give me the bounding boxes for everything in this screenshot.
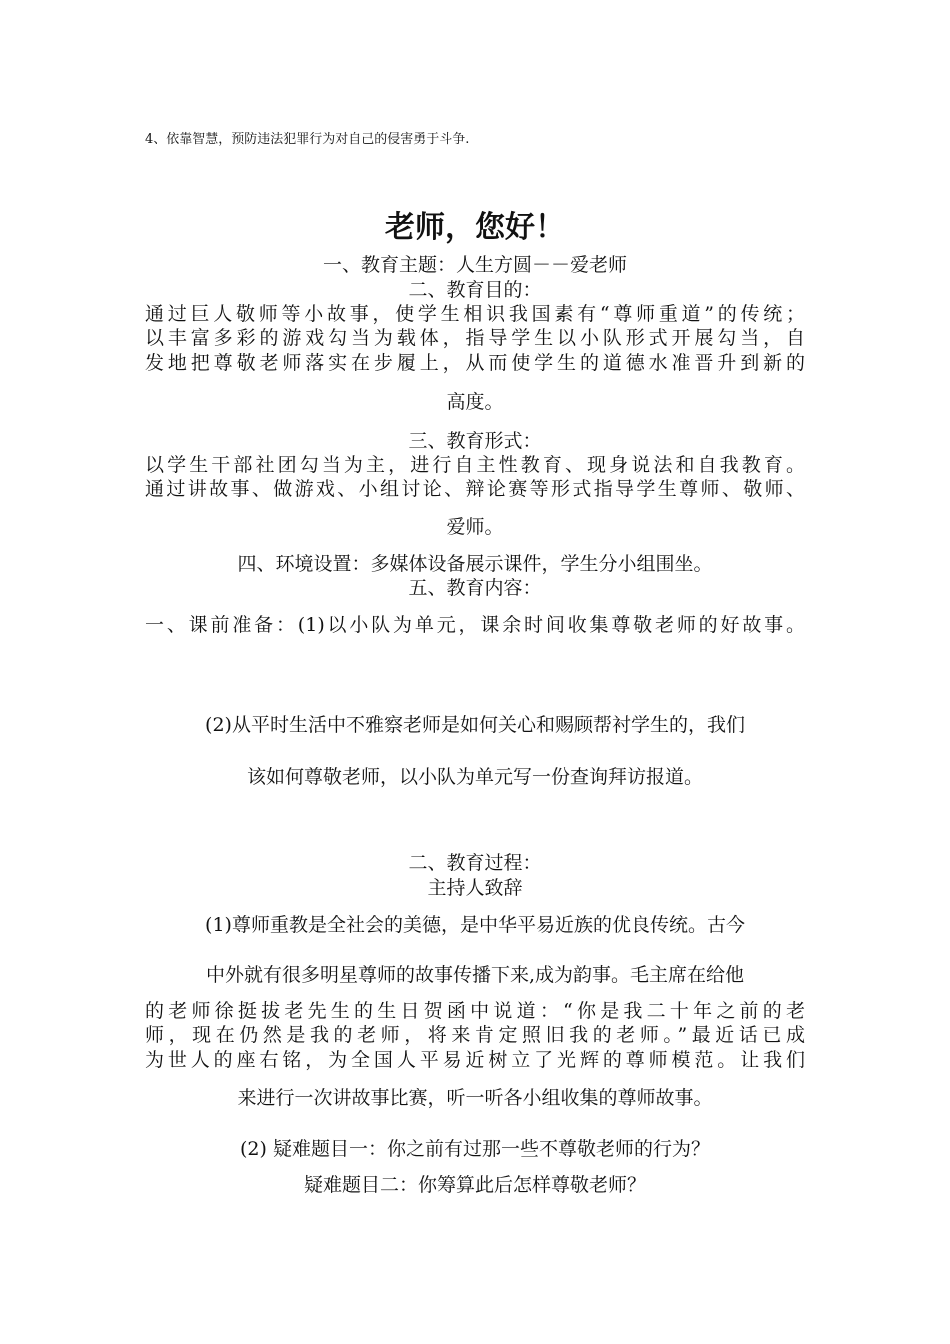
purpose-line-1: 通过巨人敬师等小故事，使学生相识我国素有“尊师重道”的传统； <box>145 303 805 325</box>
process-line-3: 的老师徐挺拔老先生的生日贺函中说道：“你是我二十年之前的老 <box>145 1000 805 1022</box>
form-line-2: 通过讲故事、做游戏、小组讨论、辩论赛等形式指导学生尊师、敬师、 <box>145 478 805 500</box>
form-line-3: 爱师。 <box>446 516 504 538</box>
purpose-line-2: 以丰富多彩的游戏勾当为载体，指导学生以小队形式开展勾当，自 <box>145 327 805 349</box>
content-heading: 五、教育内容： <box>408 577 542 599</box>
process-line-6: 来进行一次讲故事比赛，听一听各小组收集的尊师故事。 <box>237 1087 713 1109</box>
form-line-1: 以学生干部社团勾当为主，进行自主性教育、现身说法和自我教育。 <box>145 454 805 476</box>
theme-line: 一、教育主题：人生方圆－－爱老师 <box>322 254 627 276</box>
host-heading: 主持人致辞 <box>427 877 523 899</box>
environment-line: 四、环境设置：多媒体设备展示课件，学生分小组围坐。 <box>237 553 713 575</box>
purpose-line-3: 发地把尊敬老师落实在步履上，从而使学生的道德水准晋升到新的 <box>145 352 805 374</box>
prep2-line-2: 该如何尊敬老师，以小队为单元写一份查询拜访报道。 <box>246 766 703 788</box>
process-line-4: 师，现在仍然是我的老师，将来肯定照旧我的老师。”最近话已成 <box>145 1024 805 1046</box>
question-2: 疑难题目二：你筹算此后怎样尊敬老师？ <box>303 1174 646 1196</box>
process-line-1: (1)尊师重教是全社会的美德，是中华平易近族的优良传统。古今 <box>205 914 745 936</box>
top-note: 4、依靠智慧，预防违法犯罪行为对自己的侵害勇于斗争. <box>145 132 470 147</box>
prep-line: 一、课前准备：(1)以小队为单元，课余时间收集尊敬老师的好故事。 <box>145 614 805 636</box>
prep2-line-1: (2)从平时生活中不雅察老师是如何关心和赐顾帮衬学生的，我们 <box>205 714 745 736</box>
process-line-2: 中外就有很多明星尊师的故事传播下来,成为韵事。毛主席在给他 <box>205 964 745 986</box>
purpose-heading: 二、教育目的： <box>408 279 542 301</box>
form-heading: 三、教育形式： <box>408 430 542 452</box>
purpose-line-4: 高度。 <box>446 391 504 413</box>
question-1: (2) 疑难题目一：你之前有过那一些不尊敬老师的行为？ <box>240 1138 710 1160</box>
process-heading: 二、教育过程： <box>408 852 542 874</box>
page-title: 老师，您好！ <box>385 210 565 245</box>
process-line-5: 为世人的座右铭，为全国人平易近树立了光辉的尊师模范。让我们 <box>145 1049 805 1071</box>
